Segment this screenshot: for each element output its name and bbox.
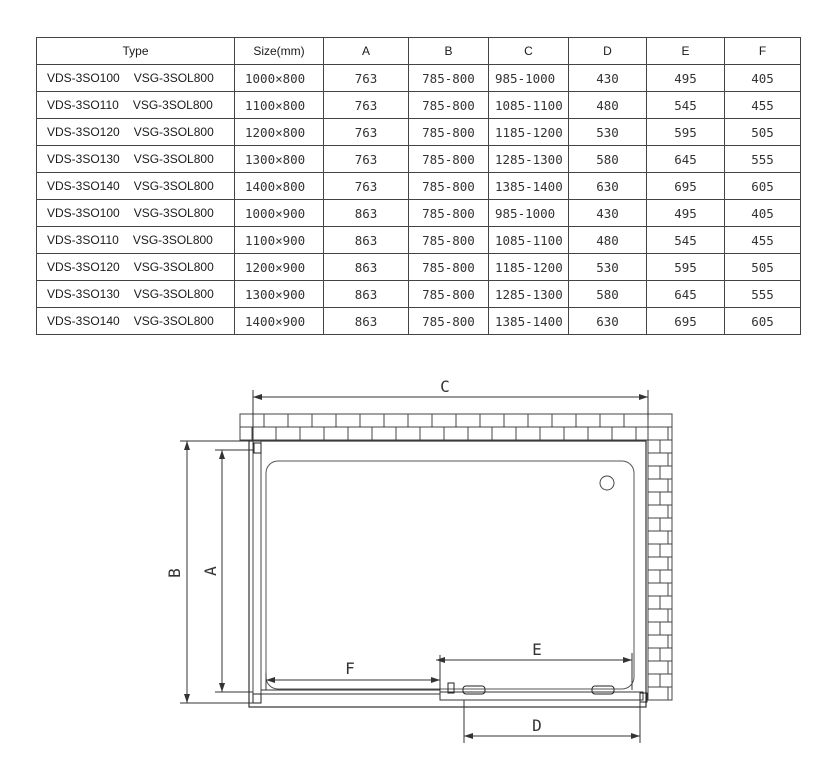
cell-e: 695 bbox=[647, 173, 725, 200]
cell-a: 863 bbox=[324, 281, 409, 308]
model-code-secondary: VSG-3SOL800 bbox=[133, 125, 214, 139]
header-b: B bbox=[409, 38, 489, 65]
dim-d-label: D bbox=[532, 716, 542, 735]
cell-f: 605 bbox=[725, 173, 801, 200]
corner-post-icon bbox=[254, 443, 261, 453]
tray-outer-frame bbox=[249, 441, 646, 707]
right-brick-wall bbox=[648, 414, 672, 700]
cell-type bbox=[37, 92, 235, 119]
dim-d-arrow-left bbox=[464, 733, 473, 739]
cell-f: 405 bbox=[725, 65, 801, 92]
model-code-secondary: VSG-3SOL800 bbox=[132, 233, 213, 247]
roller-right-icon bbox=[592, 686, 614, 694]
cell-a: 763 bbox=[324, 146, 409, 173]
cell-size: 1000×900 bbox=[235, 200, 324, 227]
model-code: VDS-3SO130 bbox=[47, 152, 120, 166]
cell-c: 1285-1300 bbox=[489, 146, 569, 173]
cell-c: 1185-1200 bbox=[489, 119, 569, 146]
table-row bbox=[37, 65, 801, 92]
model-code: VDS-3SO120 bbox=[47, 125, 120, 139]
table-row bbox=[37, 227, 801, 254]
dim-d-arrow-right bbox=[631, 733, 640, 739]
cell-size: 1300×900 bbox=[235, 281, 324, 308]
cell-d: 630 bbox=[569, 173, 647, 200]
cell-f: 455 bbox=[725, 227, 801, 254]
cell-c: 1185-1200 bbox=[489, 254, 569, 281]
cell-d: 530 bbox=[569, 254, 647, 281]
cell-size: 1400×800 bbox=[235, 173, 324, 200]
cell-e: 645 bbox=[647, 281, 725, 308]
cell-type bbox=[37, 281, 235, 308]
model-code-secondary: VSG-3SOL800 bbox=[133, 206, 214, 220]
cell-size: 1100×900 bbox=[235, 227, 324, 254]
table-row bbox=[37, 173, 801, 200]
cell-a: 863 bbox=[324, 200, 409, 227]
cell-d: 580 bbox=[569, 146, 647, 173]
header-e: E bbox=[647, 38, 725, 65]
dim-c-arrow-left bbox=[253, 394, 262, 400]
cell-b: 785-800 bbox=[409, 200, 489, 227]
cell-f: 555 bbox=[725, 281, 801, 308]
header-c: C bbox=[489, 38, 569, 65]
header-size: Size(mm) bbox=[235, 38, 324, 65]
cell-e: 595 bbox=[647, 119, 725, 146]
cell-f: 605 bbox=[725, 308, 801, 335]
model-code: VDS-3SO120 bbox=[47, 260, 120, 274]
model-code: VDS-3SO100 bbox=[47, 71, 120, 85]
model-code-secondary: VSG-3SOL800 bbox=[133, 179, 214, 193]
cell-size: 1100×800 bbox=[235, 92, 324, 119]
cell-a: 763 bbox=[324, 119, 409, 146]
cell-b: 785-800 bbox=[409, 227, 489, 254]
dim-c-arrow-right bbox=[639, 394, 648, 400]
cell-b: 785-800 bbox=[409, 65, 489, 92]
cell-a: 763 bbox=[324, 65, 409, 92]
table-row bbox=[37, 308, 801, 335]
table-row bbox=[37, 119, 801, 146]
table-row bbox=[37, 254, 801, 281]
model-code: VDS-3SO140 bbox=[47, 314, 120, 328]
cell-type bbox=[37, 227, 235, 254]
cell-d: 530 bbox=[569, 119, 647, 146]
cell-e: 645 bbox=[647, 146, 725, 173]
cell-d: 430 bbox=[569, 65, 647, 92]
drain-icon bbox=[600, 476, 614, 490]
cell-b: 785-800 bbox=[409, 146, 489, 173]
cell-size: 1300×800 bbox=[235, 146, 324, 173]
cell-a: 863 bbox=[324, 227, 409, 254]
cell-c: 985-1000 bbox=[489, 200, 569, 227]
cell-c: 1285-1300 bbox=[489, 281, 569, 308]
cell-b: 785-800 bbox=[409, 119, 489, 146]
cell-type bbox=[37, 119, 235, 146]
cell-c: 1385-1400 bbox=[489, 308, 569, 335]
dim-a-arrow-bottom bbox=[219, 683, 225, 692]
dim-b-label: B bbox=[165, 568, 184, 578]
cell-type bbox=[37, 173, 235, 200]
model-code: VDS-3SO110 bbox=[47, 233, 119, 247]
top-brick-wall bbox=[240, 414, 648, 440]
dim-e-label: E bbox=[532, 640, 542, 659]
cell-e: 545 bbox=[647, 92, 725, 119]
dim-e-arrow-right bbox=[623, 657, 632, 663]
cell-a: 763 bbox=[324, 173, 409, 200]
dim-c-label: C bbox=[440, 377, 450, 396]
table-header-row bbox=[37, 38, 801, 65]
cell-d: 430 bbox=[569, 200, 647, 227]
header-d: D bbox=[569, 38, 647, 65]
dim-a-arrow-top bbox=[219, 450, 225, 459]
cell-c: 1085-1100 bbox=[489, 227, 569, 254]
dim-b-arrow-bottom bbox=[184, 694, 190, 703]
model-code-secondary: VSG-3SOL800 bbox=[133, 260, 214, 274]
model-code-secondary: VSG-3SOL800 bbox=[132, 98, 213, 112]
cell-b: 785-800 bbox=[409, 308, 489, 335]
cell-f: 505 bbox=[725, 254, 801, 281]
cell-c: 1385-1400 bbox=[489, 173, 569, 200]
cell-e: 545 bbox=[647, 227, 725, 254]
cell-c: 1085-1100 bbox=[489, 92, 569, 119]
table-row bbox=[37, 200, 801, 227]
spec-table bbox=[36, 37, 801, 335]
dim-a-label: A bbox=[201, 566, 220, 576]
model-code-secondary: VSG-3SOL800 bbox=[133, 152, 214, 166]
cell-a: 863 bbox=[324, 308, 409, 335]
cell-e: 695 bbox=[647, 308, 725, 335]
corner-foot-icon bbox=[253, 694, 261, 703]
cell-e: 495 bbox=[647, 200, 725, 227]
table-row bbox=[37, 92, 801, 119]
table-body bbox=[37, 65, 801, 335]
cell-d: 630 bbox=[569, 308, 647, 335]
model-code-secondary: VSG-3SOL800 bbox=[133, 71, 214, 85]
cell-size: 1200×900 bbox=[235, 254, 324, 281]
cell-type bbox=[37, 65, 235, 92]
header-type: Type bbox=[37, 38, 235, 65]
cell-type bbox=[37, 308, 235, 335]
cell-f: 505 bbox=[725, 119, 801, 146]
cell-b: 785-800 bbox=[409, 281, 489, 308]
cell-f: 555 bbox=[725, 146, 801, 173]
dim-f-label: F bbox=[345, 659, 355, 678]
cell-type bbox=[37, 254, 235, 281]
roller-left-icon bbox=[463, 686, 485, 694]
table-row bbox=[37, 281, 801, 308]
shower-plan-drawing bbox=[0, 360, 827, 766]
model-code: VDS-3SO130 bbox=[47, 287, 120, 301]
cell-f: 405 bbox=[725, 200, 801, 227]
cell-d: 580 bbox=[569, 281, 647, 308]
cell-d: 480 bbox=[569, 92, 647, 119]
header-a: A bbox=[324, 38, 409, 65]
tray-basin bbox=[266, 461, 634, 689]
header-f: F bbox=[725, 38, 801, 65]
cell-f: 455 bbox=[725, 92, 801, 119]
dim-f-arrow-right bbox=[431, 677, 440, 683]
model-code-secondary: VSG-3SOL800 bbox=[133, 287, 214, 301]
cell-e: 495 bbox=[647, 65, 725, 92]
model-code-secondary: VSG-3SOL800 bbox=[133, 314, 214, 328]
model-code: VDS-3SO140 bbox=[47, 179, 120, 193]
cell-c: 985-1000 bbox=[489, 65, 569, 92]
cell-b: 785-800 bbox=[409, 173, 489, 200]
cell-type bbox=[37, 200, 235, 227]
cell-type bbox=[37, 146, 235, 173]
cell-b: 785-800 bbox=[409, 92, 489, 119]
cell-size: 1200×800 bbox=[235, 119, 324, 146]
wall-profile-left bbox=[253, 441, 261, 703]
cell-size: 1400×900 bbox=[235, 308, 324, 335]
model-code: VDS-3SO110 bbox=[47, 98, 119, 112]
cell-a: 763 bbox=[324, 92, 409, 119]
cell-e: 595 bbox=[647, 254, 725, 281]
dim-b-arrow-top bbox=[184, 441, 190, 450]
table-row bbox=[37, 146, 801, 173]
cell-b: 785-800 bbox=[409, 254, 489, 281]
cell-d: 480 bbox=[569, 227, 647, 254]
cell-a: 863 bbox=[324, 254, 409, 281]
model-code: VDS-3SO100 bbox=[47, 206, 120, 220]
cell-size: 1000×800 bbox=[235, 65, 324, 92]
